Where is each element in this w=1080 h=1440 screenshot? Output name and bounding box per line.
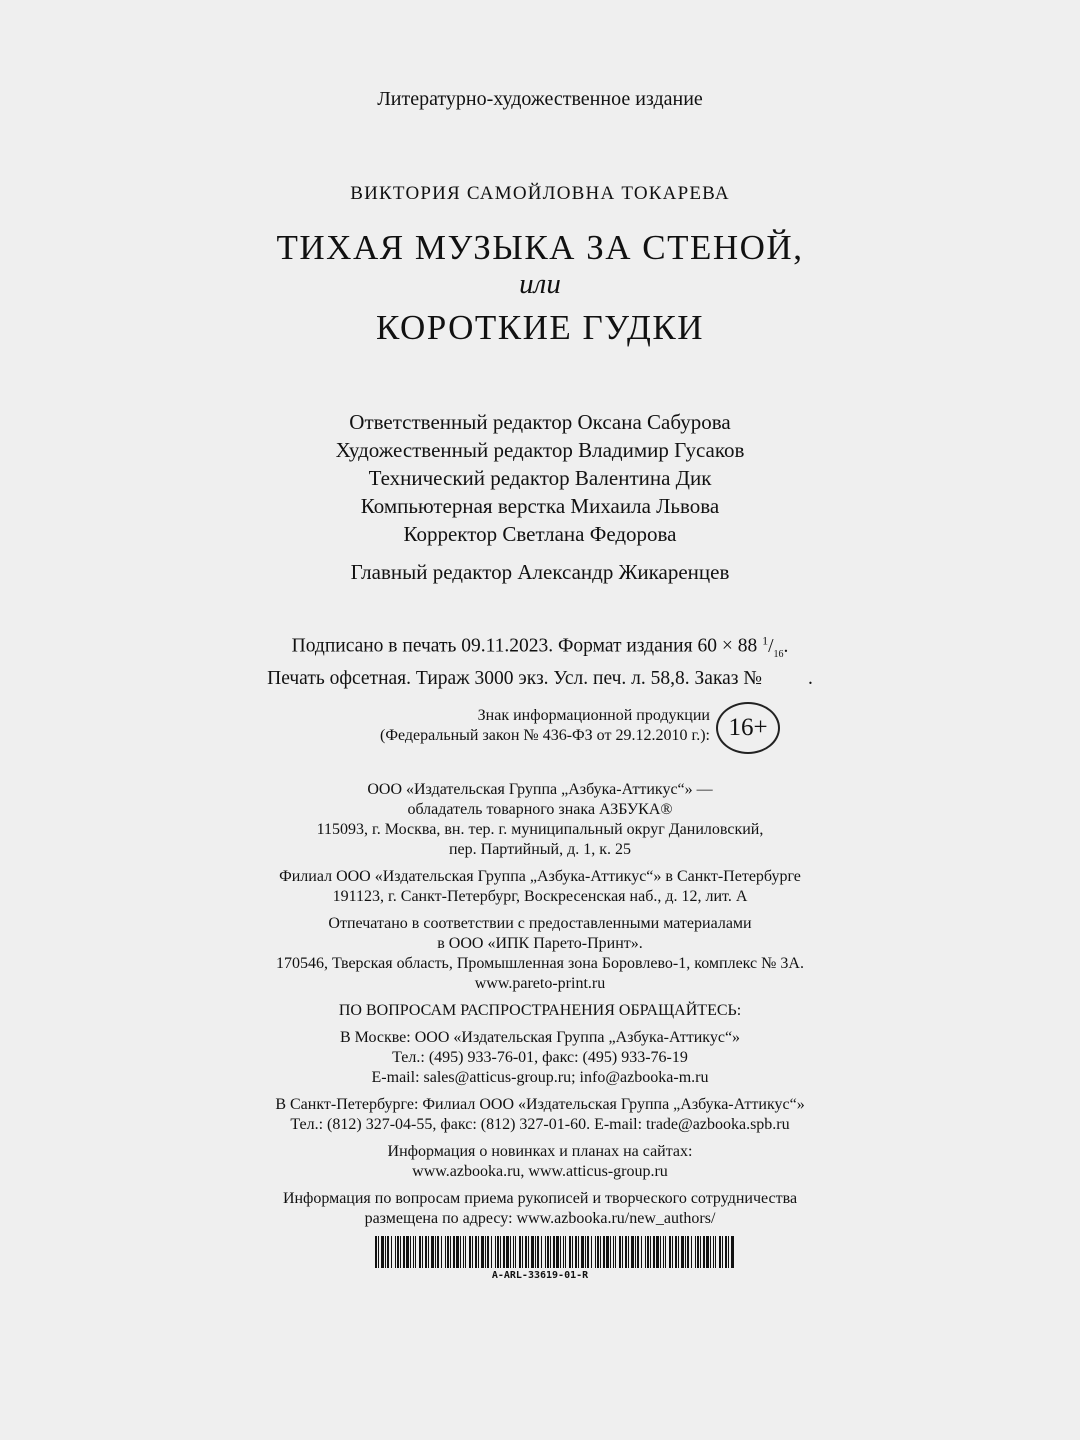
barcode-bar xyxy=(635,1236,636,1268)
barcode-bar xyxy=(495,1236,496,1268)
barcode-bar xyxy=(728,1236,729,1268)
barcode-bar xyxy=(460,1236,461,1268)
barcode-bar xyxy=(615,1236,616,1268)
barcode-bar xyxy=(731,1236,734,1268)
barcode-bar xyxy=(403,1236,405,1268)
barcode-bar xyxy=(381,1236,384,1268)
barcode-bar xyxy=(463,1236,464,1268)
barcode-bar xyxy=(637,1236,639,1268)
barcode-bar xyxy=(435,1236,436,1268)
barcode-bar xyxy=(650,1236,651,1268)
barcode-bar xyxy=(422,1236,423,1268)
barcode-bar xyxy=(603,1236,605,1268)
barcode-bar xyxy=(406,1236,409,1268)
chief-editor: Главный редактор Александр Жикаренцев xyxy=(350,560,730,584)
barcode-bar xyxy=(600,1236,601,1268)
print-info xyxy=(0,628,1080,691)
news-line: Информация о новинках и планах на сайтах: xyxy=(387,1143,693,1160)
print-run: Печать офсетная. Тираж 3000 экз. Усл. печ. л. 58,8. Заказ № xyxy=(267,668,762,690)
info-product-sign xyxy=(300,706,710,746)
barcode-bar xyxy=(445,1236,446,1268)
fraction-denominator: 16 xyxy=(773,648,784,660)
barcode-bar xyxy=(395,1236,396,1268)
spb-line: Тел.: (812) 327-04-55, факс: (812) 327-01-60. E-mail: trade@azbooka.spb.ru xyxy=(290,1116,790,1133)
barcode-bar xyxy=(522,1236,523,1268)
barcode-bar xyxy=(531,1236,534,1268)
credit-line: Корректор Светлана Федорова xyxy=(403,522,677,546)
barcode-bar xyxy=(665,1236,666,1268)
barcode-bar xyxy=(591,1236,592,1268)
credit-line: Художественный редактор Владимир Гусаков xyxy=(335,438,745,462)
barcode-bar xyxy=(575,1236,577,1268)
barcode-bar xyxy=(597,1236,599,1268)
barcode-bar xyxy=(400,1236,401,1268)
barcode-bar xyxy=(713,1236,714,1268)
barcode-bar xyxy=(625,1236,627,1268)
manuscripts-line: Информация по вопросам приема рукописей и творческого сотрудничества xyxy=(282,1190,798,1207)
barcode-bar xyxy=(706,1236,709,1268)
barcode-bar xyxy=(550,1236,551,1268)
print-run-end: . xyxy=(807,668,813,690)
barcode-bar xyxy=(560,1236,561,1268)
barcode-bar xyxy=(410,1236,411,1268)
barcode-bar xyxy=(425,1236,427,1268)
barcode-bar xyxy=(469,1236,471,1268)
barcode-bar xyxy=(606,1236,609,1268)
barcode-bar xyxy=(397,1236,399,1268)
barcode-bar xyxy=(465,1236,466,1268)
barcode-bar xyxy=(491,1236,492,1268)
barcode-bar xyxy=(515,1236,516,1268)
manuscripts-line: размещена по адресу: www.azbooka.ru/new_authors/ xyxy=(364,1210,716,1227)
credits-list xyxy=(0,408,1080,548)
barcode-bar xyxy=(537,1236,539,1268)
barcode-bar xyxy=(585,1236,586,1268)
barcode-bar xyxy=(487,1236,489,1268)
barcode-bar xyxy=(385,1236,386,1268)
barcode-bar xyxy=(475,1236,477,1268)
barcode-bar xyxy=(485,1236,486,1268)
title-line-2: или xyxy=(519,268,561,300)
barcode-bar xyxy=(715,1236,716,1268)
barcode-bar xyxy=(541,1236,542,1268)
barcode-bar xyxy=(578,1236,579,1268)
barcode-bar xyxy=(691,1236,692,1268)
barcode-bar xyxy=(556,1236,559,1268)
barcode-bar xyxy=(481,1236,484,1268)
barcode-bar xyxy=(419,1236,421,1268)
barcode-bar xyxy=(719,1236,721,1268)
barcode-bar xyxy=(660,1236,661,1268)
barcode-bar xyxy=(378,1236,379,1268)
author-name: ВИКТОРИЯ САМОЙЛОВНА ТОКАРЕВА xyxy=(350,183,730,204)
barcode-bar xyxy=(675,1236,677,1268)
barcode-bar xyxy=(437,1236,439,1268)
barcode-bar xyxy=(581,1236,584,1268)
barcode-bar xyxy=(500,1236,501,1268)
credit-line: Технический редактор Валентина Дик xyxy=(368,466,712,490)
branch-line: 191123, г. Санкт-Петербург, Воскресенская наб., д. 12, лит. А xyxy=(332,888,748,905)
barcode-bar xyxy=(703,1236,705,1268)
barcode-bar xyxy=(622,1236,623,1268)
barcode-bar xyxy=(725,1236,727,1268)
barcode-bar xyxy=(506,1236,509,1268)
moscow-line: Тел.: (495) 933-76-01, факс: (495) 933-76-19 xyxy=(392,1049,688,1066)
barcode-bar xyxy=(565,1236,566,1268)
print-info-line-1 xyxy=(0,628,1080,666)
barcode-bar xyxy=(447,1236,449,1268)
barcode-bar xyxy=(695,1236,696,1268)
barcode-bar xyxy=(619,1236,621,1268)
barcode-bar xyxy=(685,1236,686,1268)
title-line-1: ТИХАЯ МУЗЫКА ЗА СТЕНОЙ, xyxy=(276,228,804,267)
barcode-text: A-ARL-33619-01-R xyxy=(491,1270,589,1281)
printer-line: 170546, Тверская область, Промышленная зона Боровлево-1, комплекс № 3А. xyxy=(276,955,804,972)
publisher-line: пер. Партийный, д. 1, к. 25 xyxy=(448,841,631,858)
barcode-bar xyxy=(697,1236,699,1268)
barcode-bar xyxy=(563,1236,564,1268)
barcode-bar xyxy=(478,1236,479,1268)
barcode-bar xyxy=(631,1236,634,1268)
barcode-bar xyxy=(431,1236,434,1268)
barcode-bar xyxy=(678,1236,679,1268)
barcode-bar xyxy=(391,1236,392,1268)
barcode-bar xyxy=(587,1236,589,1268)
barcode-bar xyxy=(497,1236,499,1268)
barcode-bar xyxy=(553,1236,555,1268)
barcode-bar xyxy=(510,1236,511,1268)
barcode-bar xyxy=(628,1236,629,1268)
branch-line: Филиал ООО «Издательская Группа „Азбука-Аттикус“» в Санкт-Петербурге xyxy=(279,868,801,885)
barcode-bar xyxy=(681,1236,684,1268)
barcode-bar xyxy=(722,1236,723,1268)
barcode-bar xyxy=(595,1236,596,1268)
credit-line: Компьютерная верстка Михаила Львова xyxy=(360,494,720,518)
barcode-bar xyxy=(503,1236,505,1268)
barcode-bar xyxy=(415,1236,416,1268)
barcode-bar xyxy=(610,1236,611,1268)
barcode-bar xyxy=(547,1236,549,1268)
sign-line-2: (Федеральный закон № 436-ФЗ от 29.12.2010 г.): xyxy=(379,727,710,744)
barcode-bar xyxy=(700,1236,701,1268)
barcode-bar xyxy=(663,1236,664,1268)
barcode-bar xyxy=(656,1236,659,1268)
barcode-bar xyxy=(472,1236,473,1268)
barcode-bar xyxy=(450,1236,451,1268)
barcode-bar xyxy=(428,1236,429,1268)
barcode-icon xyxy=(375,1236,735,1268)
barcode-bar xyxy=(413,1236,414,1268)
credit-line: Ответственный редактор Оксана Сабурова xyxy=(349,410,731,434)
barcode-bar xyxy=(441,1236,442,1268)
barcode-bar xyxy=(569,1236,571,1268)
barcode-bar xyxy=(545,1236,546,1268)
barcode-bar xyxy=(519,1236,521,1268)
barcode-bar xyxy=(641,1236,642,1268)
barcode-bar xyxy=(453,1236,455,1268)
print-format: Подписано в печать 09.11.2023. Формат издания 60 × 88 xyxy=(291,635,758,657)
barcode-bar xyxy=(613,1236,614,1268)
barcode-bar xyxy=(672,1236,673,1268)
barcode-bar xyxy=(687,1236,689,1268)
barcode-bar xyxy=(647,1236,649,1268)
genre-label: Литературно-художественное издание xyxy=(377,88,703,110)
spb-line: В Санкт-Петербурге: Филиал ООО «Издательская Группа „Азбука-Аттикус“» xyxy=(275,1096,805,1113)
barcode-bar xyxy=(710,1236,711,1268)
barcode-bar xyxy=(535,1236,536,1268)
publisher-line: ООО «Издательская Группа „Азбука-Аттикус“» — xyxy=(367,781,713,798)
printer-line: в ООО «ИПК Парето-Принт». xyxy=(437,935,643,952)
publisher-info xyxy=(0,780,1080,1229)
fraction-numerator: 1 xyxy=(762,633,769,647)
barcode-bar xyxy=(375,1236,377,1268)
barcode-bar xyxy=(645,1236,646,1268)
distribution-heading: ПО ВОПРОСАМ РАСПРОСТРАНЕНИЯ ОБРАЩАЙТЕСЬ: xyxy=(338,1002,742,1019)
publisher-line: 115093, г. Москва, вн. тер. г. муниципальный округ Даниловский, xyxy=(316,821,764,838)
print-info-line-2 xyxy=(0,666,1080,691)
barcode-bar xyxy=(525,1236,527,1268)
barcode-bar xyxy=(528,1236,529,1268)
sign-line-1: Знак информационной продукции xyxy=(477,707,710,724)
printer-website: www.pareto-print.ru xyxy=(474,975,606,992)
format-fraction: $^1/_{16}$. xyxy=(762,633,789,660)
age-rating-badge: 16+ xyxy=(716,702,780,754)
printer-line: Отпечатано в соответствии с предоставленными материалами xyxy=(328,915,752,932)
barcode-bar xyxy=(653,1236,655,1268)
moscow-line: В Москве: ООО «Издательская Группа „Азбука-Аттикус“» xyxy=(339,1029,741,1046)
barcode-bar xyxy=(387,1236,389,1268)
barcode-bar xyxy=(456,1236,459,1268)
moscow-line: E-mail: sales@atticus-group.ru; info@azbooka-m.ru xyxy=(371,1069,709,1086)
title-line-3: КОРОТКИЕ ГУДКИ xyxy=(375,308,705,347)
publisher-line: обладатель товарного знака АЗБУКА® xyxy=(407,801,673,818)
news-line: www.azbooka.ru, www.atticus-group.ru xyxy=(412,1163,668,1180)
barcode-bar xyxy=(513,1236,514,1268)
barcode-bar xyxy=(572,1236,573,1268)
barcode-bar xyxy=(669,1236,671,1268)
